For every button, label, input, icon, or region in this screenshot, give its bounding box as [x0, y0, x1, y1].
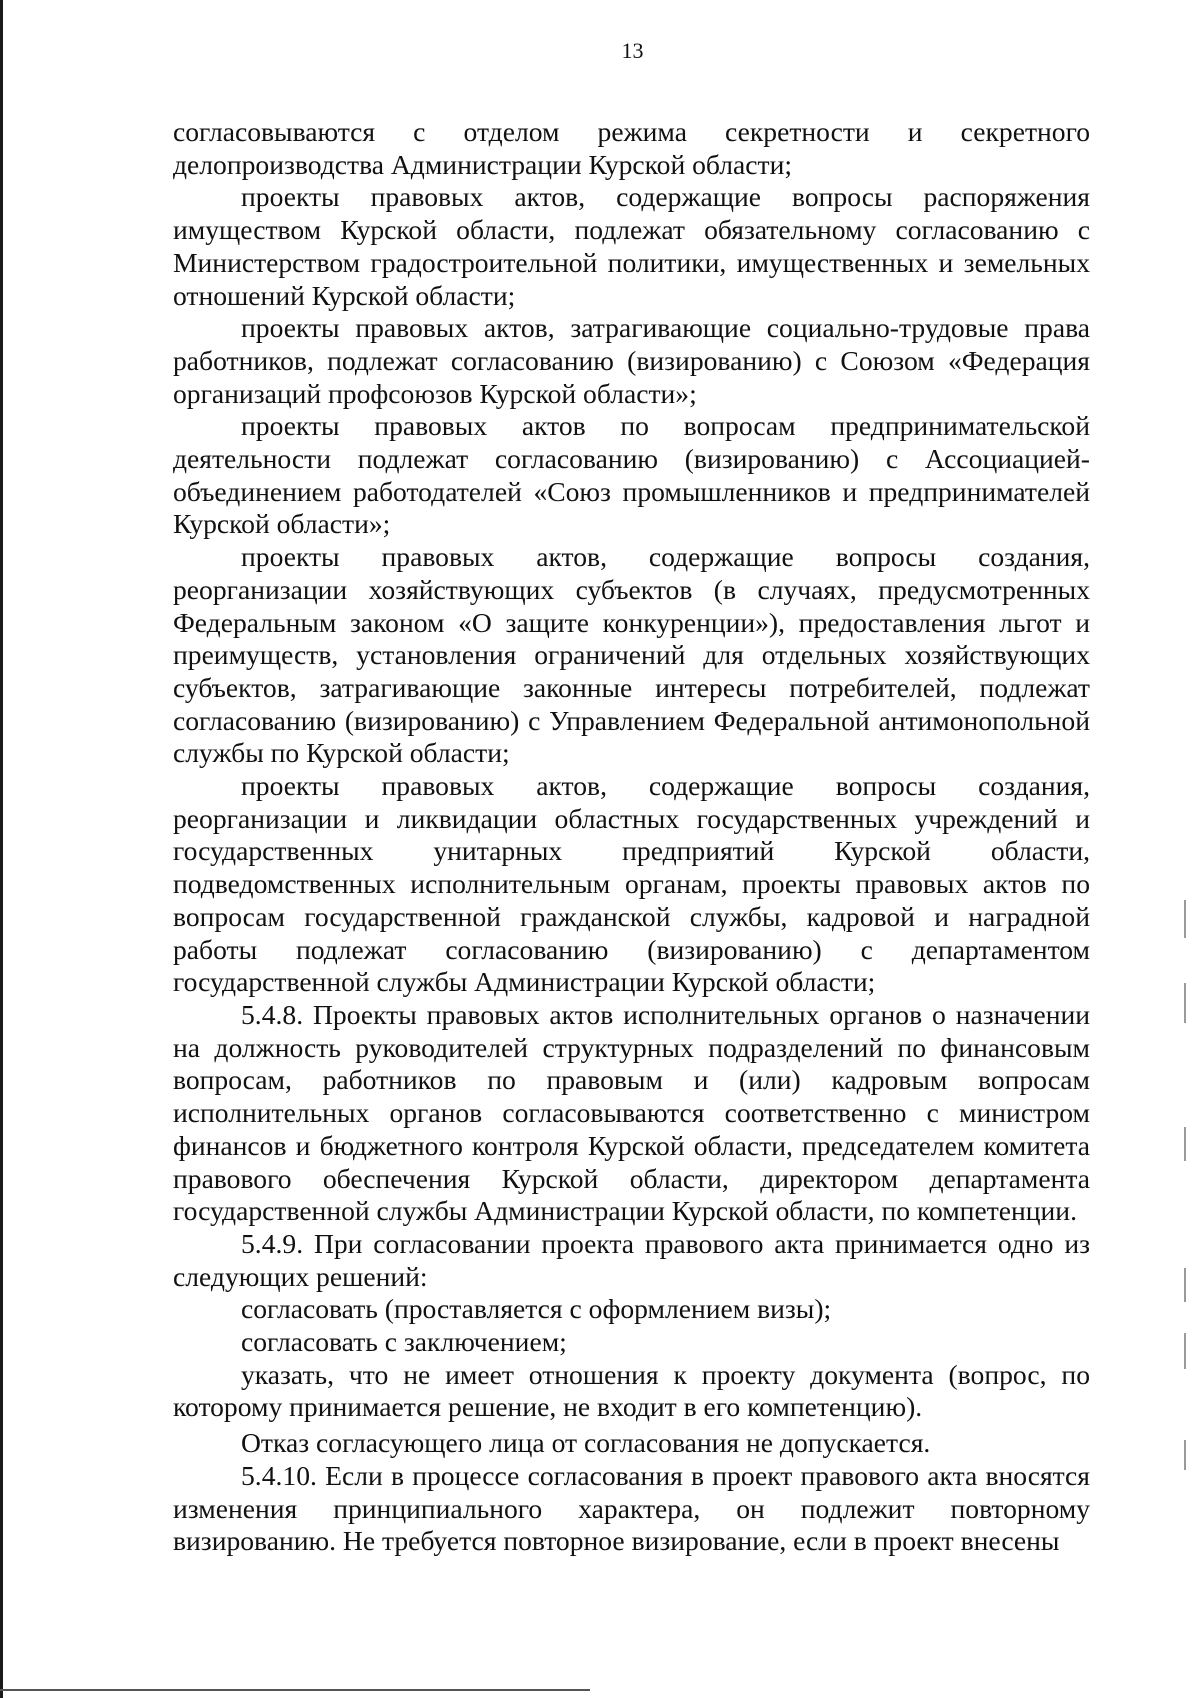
page-number: 13 — [621, 38, 644, 63]
scan-artifact — [1184, 1333, 1186, 1369]
paragraph-section-5-4-8: 5.4.8. Проекты правовых актов исполнительных органов о назначении на должность руководителей структурных подразделений по финансовым вопросам, работников по правовым и (или) кадровым вопросам исполнительных органов согласовываются соответственно с министром финансов и бюджетного контроля Курской области, председателем комитета правового обеспечения Курской области, директором департамента государственной службы Администрации Курской области, по компетенции. — [173, 998, 1090, 1227]
paragraph: согласовываются с отделом режима секретности и секретного делопроизводства Администрации Курской области; — [173, 116, 1090, 180]
paragraph-section-5-4-10: 5.4.10. Если в процессе согласования в проект правового акта вносятся изменения принципиального характера, он подлежит повторному визированию. Не требуется повторное визирование, если в проект внесены — [173, 1459, 1090, 1557]
scan-artifact — [1184, 1268, 1186, 1302]
document-body — [173, 116, 1090, 1558]
scan-edge-bottom — [0, 1689, 590, 1691]
scan-artifact — [1184, 983, 1186, 1023]
list-item: согласовать (проставляется с оформлением визы); — [241, 1293, 832, 1325]
scan-edge-left — [0, 0, 3, 1698]
paragraph: проекты правовых актов, содержащие вопросы создания, реорганизации и ликвидации областных государственных учреждений и государственных унитарных предприятий Курской области, подведомственных исполнительным органам, проекты правовых актов по вопросам государственной гражданской службы, кадровой и наградной работы подлежат согласованию (визированию) с департаментом государственной службы Администрации Курской области; — [173, 770, 1090, 998]
scan-artifact — [1184, 1440, 1186, 1470]
scan-artifact — [1184, 900, 1186, 938]
paragraph: проекты правовых актов, содержащие вопросы создания, реорганизации хозяйствующих субъектов (в случаях, предусмотренных Федеральным законом «О защите конкуренции»), предоставления льгот и преимуществ, установления ограничений для отдельных хозяйствующих субъектов, затрагивающие законные интересы потребителей, подлежат согласованию (визированию) с Управлением Федеральной антимонопольной службы по Курской области; — [173, 541, 1090, 769]
paragraph-section-5-4-9: 5.4.9. При согласовании проекта правового акта принимается одно из следующих решений: — [173, 1227, 1090, 1292]
scan-artifact — [1184, 1127, 1186, 1161]
paragraph: Отказ согласующего лица от согласования не допускается. — [241, 1427, 931, 1459]
paragraph: проекты правовых актов, затрагивающие социально-трудовые права работников, подлежат согласованию (визированию) с Союзом «Федерация организаций профсоюзов Курской области»; — [173, 312, 1090, 409]
paragraph: проекты правовых актов по вопросам предпринимательской деятельности подлежат согласованию (визированию) с Ассоциацией-объединением работодателей «Союз промышленников и предпринимателей Курской области»; — [173, 410, 1090, 540]
list-item: указать, что не имеет отношения к проекту документа (вопрос, по которому принимается решение, не входит в его компетенцию). — [173, 1358, 1090, 1423]
list-item: согласовать с заключением; — [241, 1326, 567, 1358]
paragraph: проекты правовых актов, содержащие вопросы распоряжения имуществом Курской области, подлежат обязательному согласованию с Министерством градостроительной политики, имущественных и земельных отношений Курской области; — [173, 181, 1090, 311]
